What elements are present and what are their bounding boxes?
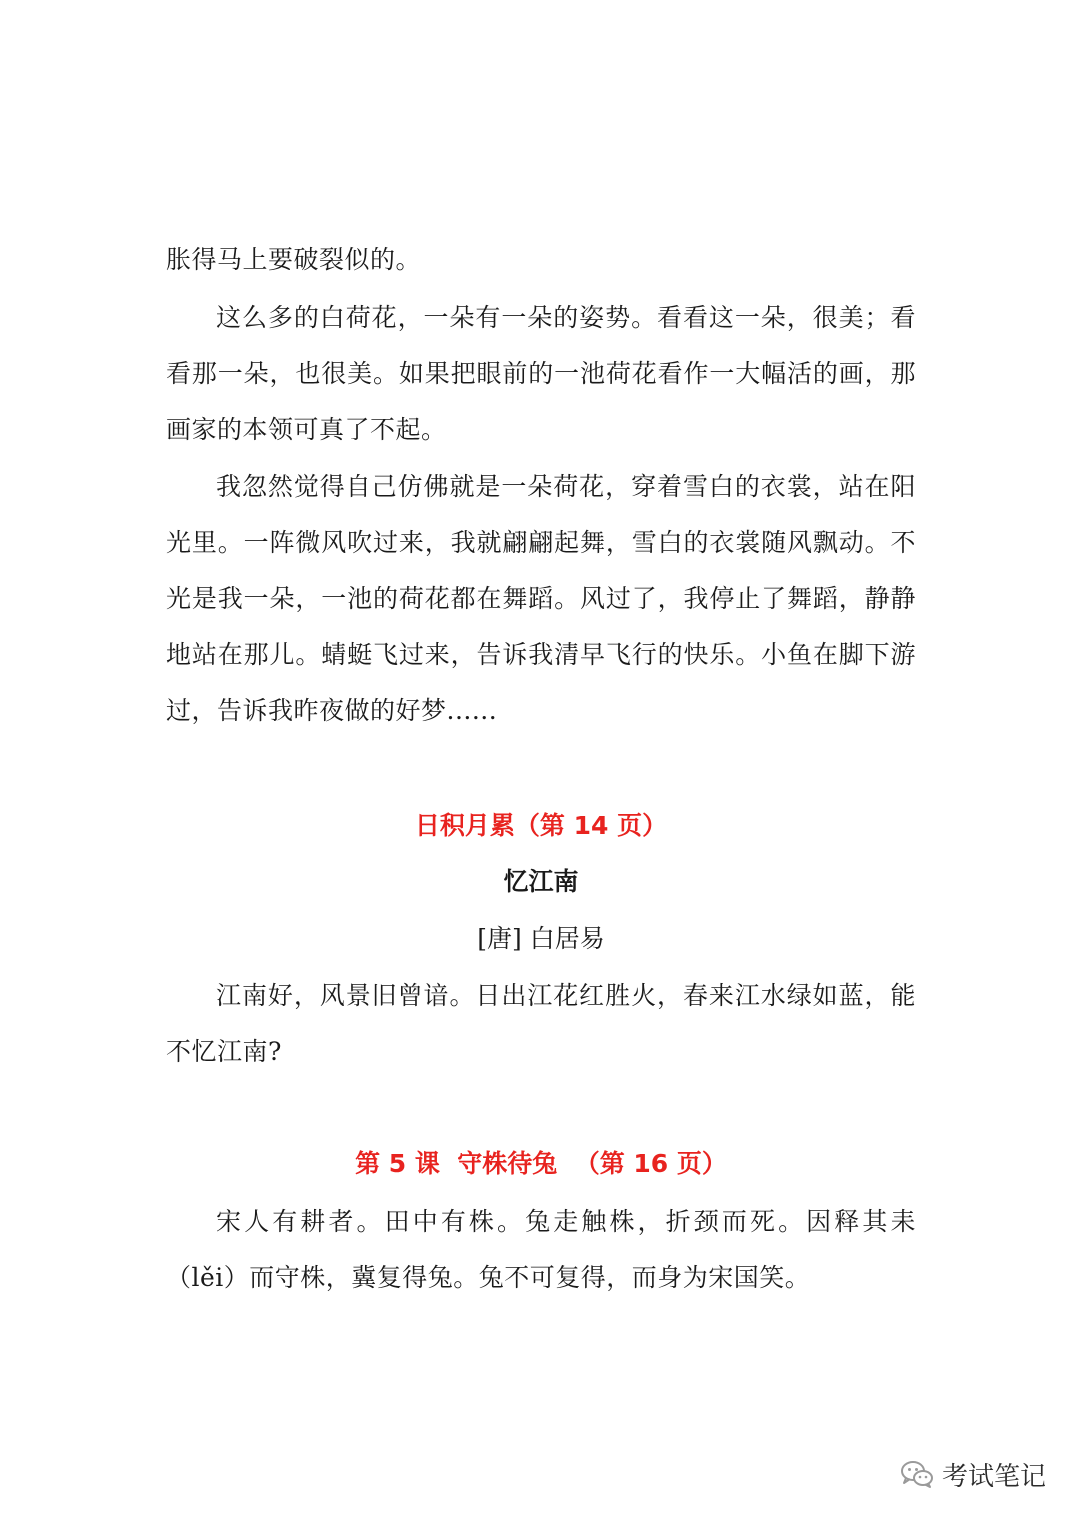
document-page <box>166 0 916 1527</box>
watermark <box>900 1452 1046 1496</box>
section-heading-lesson-5: 第 5 课 守株待兔 （第 16 页） <box>355 1149 727 1178</box>
poem-author: [唐] 白居易 <box>477 924 605 953</box>
section-heading-rijiyuelei: 日积月累（第 14 页） <box>414 811 668 840</box>
poem-text: 江南好，风景旧曾谙。日出江花红胜火，春来江水绿如蓝，能不忆江南? <box>166 981 916 1066</box>
poem-title: 忆江南 <box>503 867 579 896</box>
wechat-icon <box>900 1459 934 1489</box>
lesson-5-text: 宋人有耕者。田中有株。兔走触株，折颈而死。因释其耒（lěi）而守株，冀复得兔。兔不可复得，而身为宋国笑。 <box>166 1207 916 1292</box>
paragraph-2: 这么多的白荷花，一朵有一朵的姿势。看看这一朵，很美；看看那一朵，也很美。如果把眼前的一池荷花看作一大幅活的画，那画家的本领可真了不起。 <box>166 303 916 444</box>
watermark-text: 考试笔记 <box>942 1461 1047 1492</box>
paragraph-3: 我忽然觉得自己仿佛就是一朵荷花，穿着雪白的衣裳，站在阳光里。一阵微风吹过来，我就翩翩起舞，雪白的衣裳随风飘动。不光是我一朵，一池的荷花都在舞蹈。风过了，我停止了舞蹈，静静地站在那儿。蜻蜓飞过来，告诉我清早飞行的快乐。小鱼在脚下游过，告诉我昨夜做的好梦...... <box>166 472 916 725</box>
paragraph-1: 胀得马上要破裂似的。 <box>166 245 422 274</box>
